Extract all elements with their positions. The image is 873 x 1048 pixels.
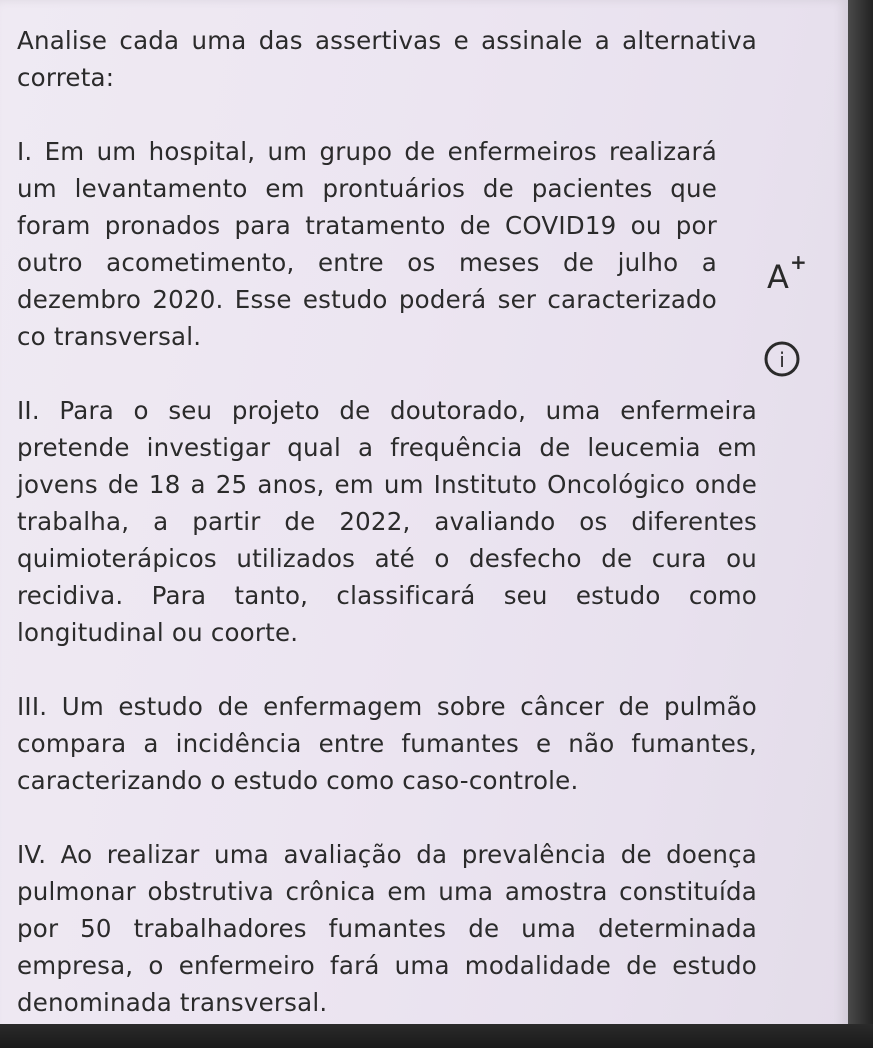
font-size-increase-icon (765, 252, 807, 292)
statement-3: III. Um estudo de enfermagem sobre câncer de pulmão compara a incidência entre fumantes e não fumantes, caracterizando o estudo como caso-controle. (17, 692, 757, 795)
font-size-increase-button[interactable] (765, 252, 807, 292)
info-button[interactable] (762, 339, 802, 379)
info-glyph: i (779, 348, 785, 372)
question-content (17, 22, 757, 1021)
info-icon (762, 339, 802, 379)
statement-2: II. Para o seu projeto de doutorado, uma enfermeira pretende investigar qual a frequência de leucemia em jovens de 18 a 25 anos, em um Instituto Oncológico onde trabalha, a partir de 2022, avaliando os diferentes quimioterápicos utilizados até o desfecho de cura ou recidiva. Para tanto, classificará seu estudo como longitudinal ou coorte. (17, 396, 757, 647)
font-size-letter: A (767, 258, 789, 292)
font-size-plus: + (790, 252, 807, 274)
question-prompt: Analise cada uma das assertivas e assinale a alternativa correta: (17, 26, 757, 92)
statement-4: IV. Ao realizar uma avaliação da prevalência de doença pulmonar obstrutiva crônica em uma amostra constituída por 50 trabalhadores fumantes de uma determinada empresa, o enfermeiro fará uma modalidade de estudo denominada transversal. (17, 840, 757, 1017)
screen-edge-bottom (0, 1024, 873, 1048)
screen-edge-right (848, 0, 873, 1048)
statement-1: I. Em um hospital, um grupo de enfermeiros realizará um levantamento em prontuários de pacientes que foram pronados para tratamento de COVID19 ou por outro acometimento, entre os meses de julho a dezembro 2020. Esse estudo poderá ser caracterizado co transversal. (17, 137, 717, 351)
